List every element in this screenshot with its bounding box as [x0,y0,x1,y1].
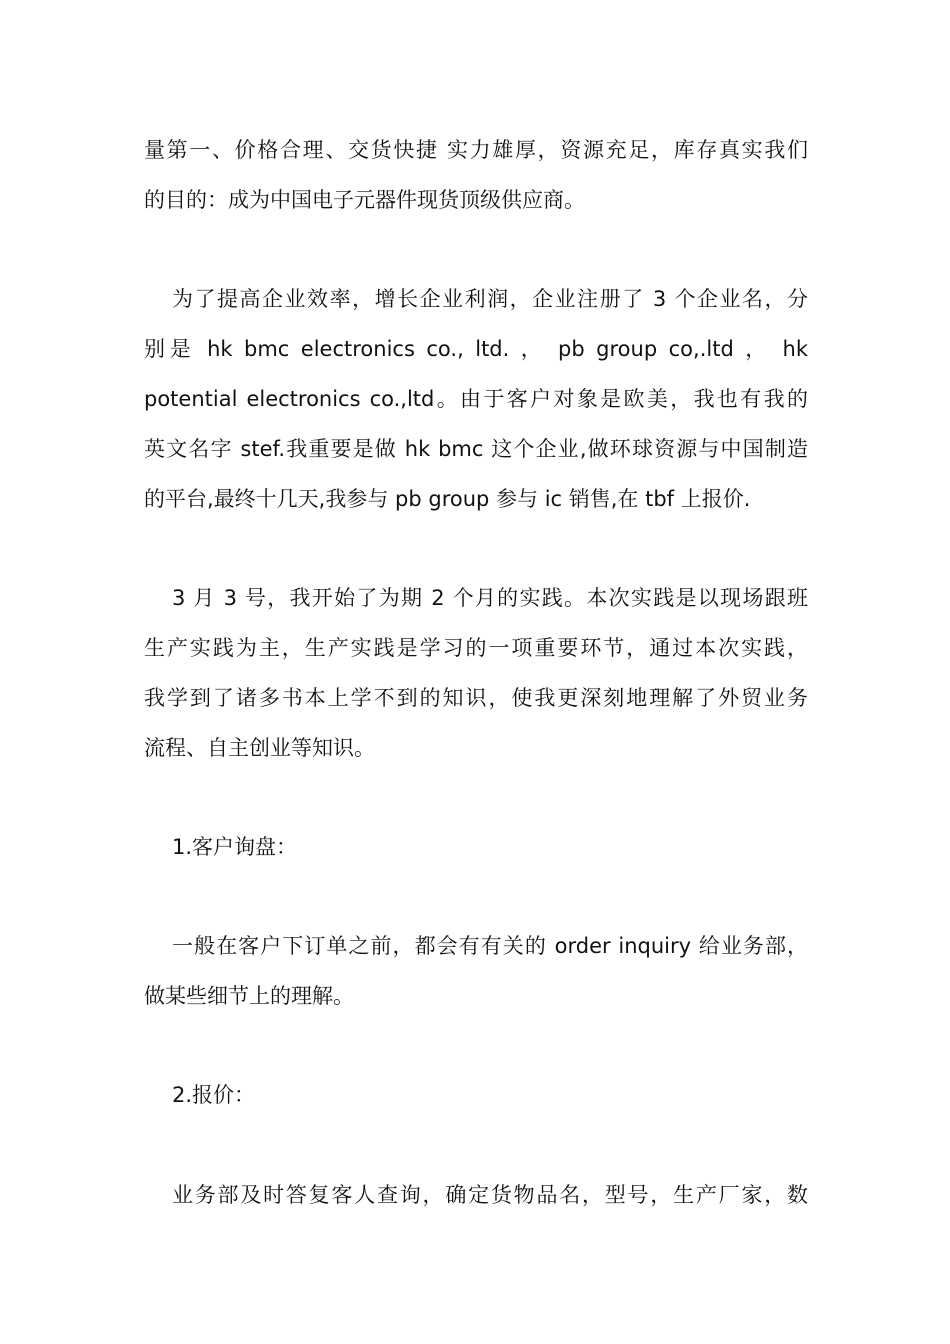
text-line: 做某些细节上的理解。 [144,984,354,1008]
text-line: 量第一、价格合理、交货快捷 实力雄厚，资源充足，库存真实我们 [144,138,808,162]
text-line: 为了提高企业效率，增长企业利润，企业注册了 3 个企业名，分 [172,287,808,311]
text-line: 别是 hk bmc electronics co., ltd. ， pb group co,.ltd ， hk [144,337,808,361]
text-line: 业务部及时答复客人查询，确定货物品名，型号，生产厂家，数 [172,1183,808,1207]
text-line: 3 月 3 号，我开始了为期 2 个月的实践。本次实践是以现场跟班 [172,586,808,610]
text-line: 的平台,最终十几天,我参与 pb group 参与 ic 销售,在 tbf 上报价. [144,487,751,511]
text-line: 我学到了诸多书本上学不到的知识，使我更深刻地理解了外贸业务 [144,686,808,710]
heading-text: 2.报价： [172,1083,256,1107]
text-line: 的目的：成为中国电子元器件现货顶级供应商。 [144,188,585,212]
text-line: 英文名字 stef.我重要是做 hk bmc 这个企业,做环球资源与中国制造 [144,437,808,461]
text-line: 流程、自主创业等知识。 [144,736,375,760]
text-line: 生产实践为主，生产实践是学习的一项重要环节，通过本次实践， [144,636,808,660]
heading-text: 1.客户询盘： [172,835,298,859]
text-line: 一般在客户下订单之前，都会有有关的 order inquiry 给业务部， [172,934,808,958]
text-line: potential electronics co.,ltd。由于客户对象是欧美，我也有我的 [144,387,808,411]
